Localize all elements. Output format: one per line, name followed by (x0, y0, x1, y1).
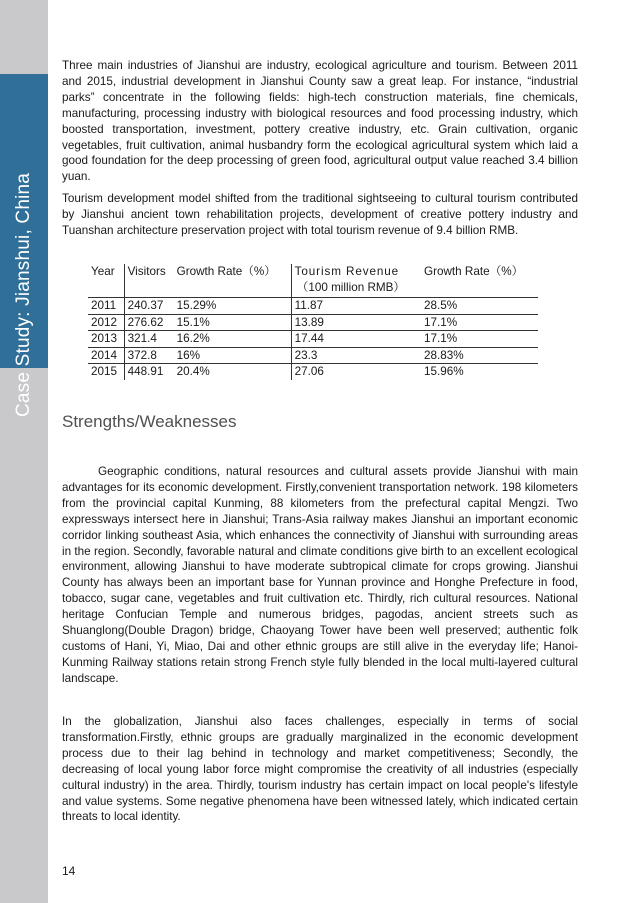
tourism-statistics-table (88, 264, 538, 380)
table-row (88, 298, 538, 315)
chapter-title: Case Study: Jianshui, China (13, 172, 34, 418)
header-year: Year (91, 265, 115, 278)
cell-revenue: 13.89 (291, 314, 421, 331)
section-heading-strengths: Strengths/Weaknesses (62, 412, 237, 431)
cell-revenue-growth: 15.96% (423, 365, 464, 378)
cell-revenue: 17.44 (291, 331, 421, 348)
intro-paragraph-industries: Three main industries of Jianshui are industry, ecological agriculture and tourism. Between 2011 and 2015, industrial development in Jianshui County saw a great leap. For instance, “industrial parks” concentrate in the following fields: high-tech construction materials, fine chemicals, manufacturing, processing industry with biological resources and food processing industry, which boosted transportation, investment, pottery creative industry, etc. Grain cultivation, organic vegetables, fruit cultivation, animal husbandry form the ecological agricultural system which laid a good foundation for the deep processing of green food, agricultural output value reached 3.4 billion yuan. (62, 59, 578, 184)
cell-year: 2015 (91, 365, 118, 378)
cell-visitor-growth: 15.29% (176, 299, 217, 312)
cell-visitors: 240.37 (124, 298, 174, 315)
intro-paragraph-tourism: Tourism development model shifted from the traditional sightseeing to cultural tourism contributed by Jianshui ancient town rehabilitation projects, development of creative pottery industry and Tuanshan architecture preservation project with total tourism revenue of 9.4 billion RMB. (62, 192, 578, 238)
strengths-paragraph: Geographic conditions, natural resources and cultural assets provide Jianshui with main advantages for its economic development. Firstly,convenient transportation network. 198 kilometers from the provincial capital Kunming, 88 kilometers from the prefectural capital Mengzi. Two expressways intersect here in Jianshui; Trans-Asia railway makes Jianshui an important economic corridor linking southeast Asia, which enhances the connectivity of Jianshui with surrounding areas in the region. Secondly, favorable natural and climate conditions give birth to an excellent ecological environment, allowing Jianshui to have moderate subtropical climate for crops growing. Jianshui County has always been an important base for Yunnan province and Honghe Prefecture in food, tobacco, sugar cane, vegetables and fruit cultivation etc. Thirdly, rich cultural resources. National heritage Confucian Temple and numerous bridges, pagodas, ancient streets such as Shuanglong(Double Dragon) bridge, Chaoyang Tower have been well preserved; authentic folk customs of Hani, Yi, Miao, Dai and other ethnic groups are still alive in the everyday life; Hanoi-Kunming Railway stations retain strong French style fully blended in the local multi-layered cultural landscape. (62, 465, 578, 685)
intro-section (62, 58, 578, 239)
table-row (88, 347, 538, 364)
page-number: 14 (62, 864, 76, 878)
table-row (88, 314, 538, 331)
cell-year: 2011 (91, 299, 117, 312)
cell-visitors: 321.4 (124, 331, 174, 348)
cell-visitor-growth: 15.1% (176, 315, 210, 329)
chapter-banner (0, 74, 48, 418)
cell-visitor-growth: 16% (176, 348, 201, 362)
header-visitor-growth: Growth Rate（%） (176, 265, 276, 278)
cell-revenue-growth: 28.5% (423, 299, 458, 312)
cell-revenue: 23.3 (291, 347, 421, 364)
cell-visitors: 372.8 (124, 347, 174, 364)
weaknesses-paragraph: In the globalization, Jianshui also faces challenges, especially in terms of social transformation.Firstly, ethnic groups are gradually marginalized in the economic development process due to their lag behind in technology and market competitiveness; Secondly, the decreasing of local young labor force might compromise the creativity of all industries (especially cultural industry) in the area. Thirdly, tourism industry has certain impact on local people's lifestyle and value systems. Some negative phenomena have been witnessed lately, which indicated certain threats to local identity. (62, 715, 578, 824)
weaknesses-section (62, 714, 578, 825)
table-row (88, 331, 538, 348)
cell-year: 2013 (91, 332, 118, 345)
cell-revenue: 11.87 (291, 298, 421, 315)
header-revenue-growth: Growth Rate（%） (423, 265, 524, 278)
cell-visitor-growth: 20.4% (176, 365, 210, 378)
cell-visitor-growth: 16.2% (176, 332, 210, 345)
table-header-row (88, 264, 538, 298)
cell-visitors: 276.62 (124, 314, 174, 331)
cell-revenue-growth: 28.83% (423, 348, 464, 362)
cell-year: 2014 (91, 348, 118, 362)
header-tourism-revenue-label: Tourism Revenue (294, 265, 400, 278)
strengths-section (62, 464, 578, 687)
header-tourism-revenue (291, 264, 421, 298)
table-row (88, 364, 538, 380)
cell-revenue-growth: 17.1% (423, 332, 458, 345)
cell-revenue-growth: 17.1% (423, 315, 458, 329)
cell-revenue: 27.06 (291, 364, 421, 380)
cell-visitors: 448.91 (124, 364, 174, 380)
header-visitors: Visitors (124, 264, 174, 298)
header-tourism-revenue-unit: （100 million RMB） (296, 280, 406, 294)
cell-year: 2012 (91, 315, 118, 329)
